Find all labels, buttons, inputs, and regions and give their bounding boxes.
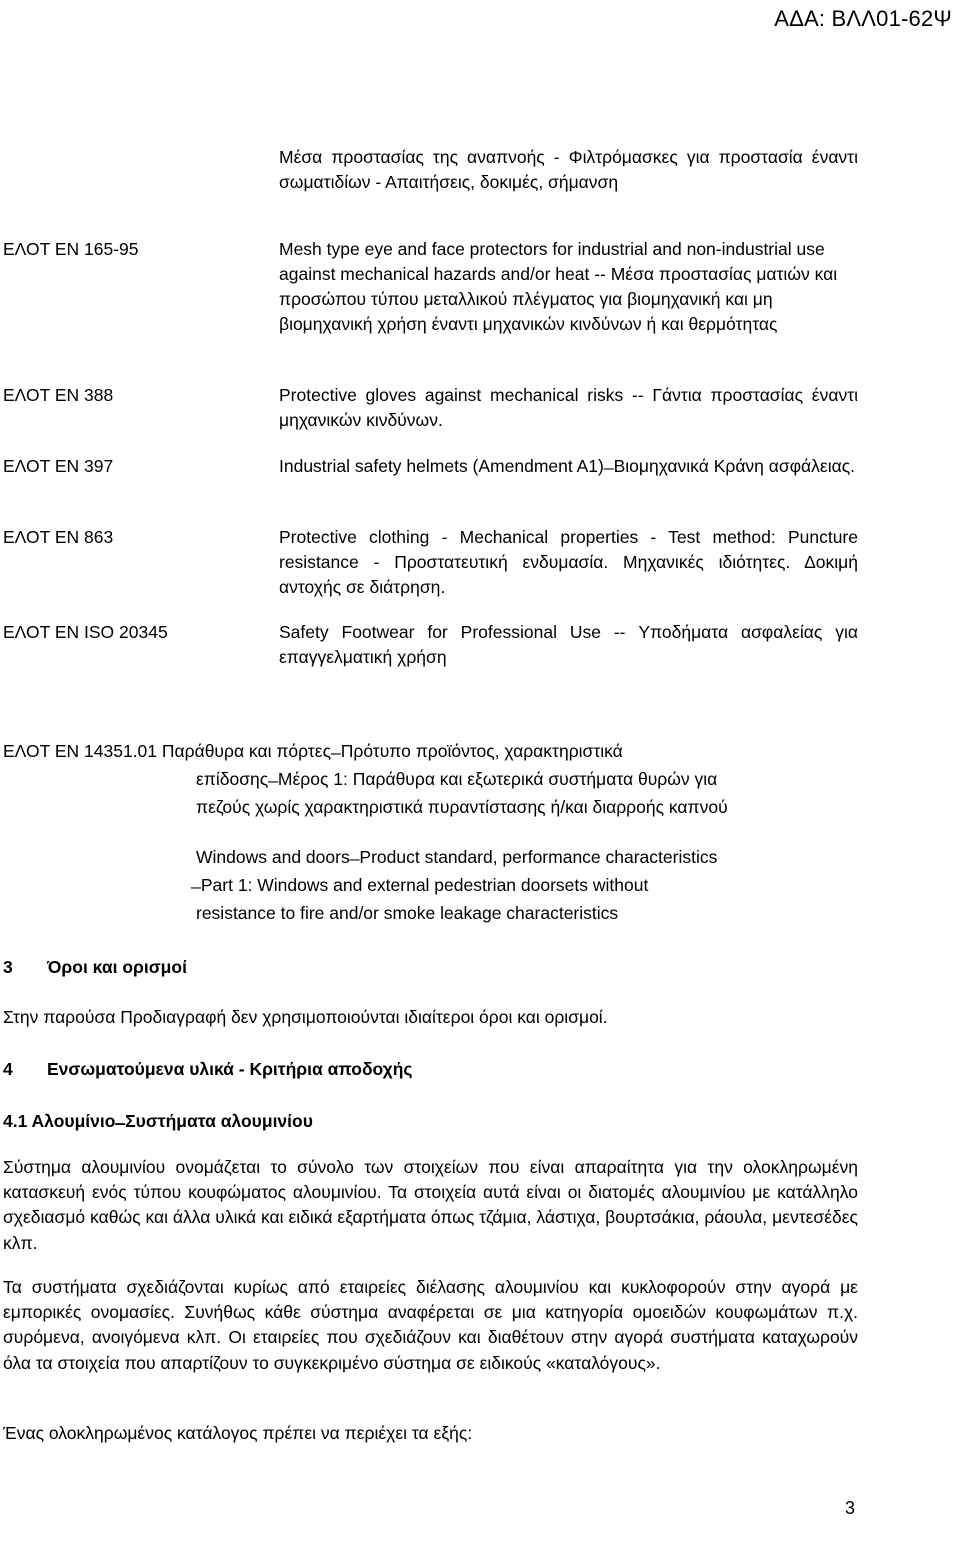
english-title-line: ̶ Part 1: Windows and external pedestrian doorsets without [196,875,649,895]
english-title-line: Windows and doors ̶ Product standard, performance characteristics [196,847,718,867]
standard-code: ΕΛΟΤ ΕΝ 388 [3,385,114,405]
document-code-header: ΑΔΑ: ΒΛΛ01-62Ψ [774,6,952,31]
section-title: Όροι και ορισμοί [47,957,187,977]
elot-14351-english-title [196,843,876,927]
paragraph: Σύστημα αλουμινίου ονομάζεται το σύνολο των στοιχείων που είναι απαραίτητα για την ολοκληρωμένη κατασκευή ενός τύπου κουφώματος αλουμινίου. Τα στοιχεία αυτά είναι οι διατομές αλουμινίου με κατάλληλο σχεδιασμό καθώς και άλλα υλικά και ειδικά εξαρτήματα όπως τζάμια, λάστιχα, βουρτσάκια, ράουλα, μεντεσέδες κλπ. [3,1157,858,1253]
page-number: 3 [845,1498,856,1518]
section-title: Ενσωματούμενα υλικά - Κριτήρια αποδοχής [47,1059,413,1079]
standard-description: Protective clothing - Mechanical properties - Test method: Puncture resistance - Προστατευτική ενδυμασία. Μηχανικές ιδιότητες. Δοκιμή αντοχής σε διάτρηση. [279,527,858,597]
elot-14351-title-line: επίδοσης ̶ Μέρος 1: Παράθυρα και εξωτερικά συστήματα θυρών για [196,769,718,789]
section-number: 4 [3,1059,13,1079]
standard-description: Μέσα προστασίας της αναπνοής - Φιλτρόμασκες για προστασία έναντι σωματιδίων - Απαιτήσεις, δοκιμές, σήμανση [279,147,858,192]
standard-code: ΕΛΟΤ ΕΝ 165-95 [3,239,139,259]
section-4-1-heading: 4.1 Αλουμίνιο ̶ Συστήματα αλουμινίου [3,1111,313,1131]
elot-14351-title-line: πεζούς χωρίς χαρακτηριστικά πυραντίστασης ή/και διαρροής καπνού [196,797,728,817]
section-3-heading [3,954,187,980]
english-title-line: resistance to fire and/or smoke leakage characteristics [196,903,619,923]
standard-code: ΕΛΟΤ ΕΝ 863 [3,527,114,547]
paragraph: Ένας ολοκληρωμένος κατάλογος πρέπει να περιέχει τα εξής: [3,1423,473,1443]
section-number: 3 [3,957,13,977]
standard-description: Safety Footwear for Professional Use -- Υποδήματα ασφαλείας για επαγγελματική χρήση [279,622,858,667]
standard-description: Mesh type eye and face protectors for industrial and non-industrial use against mechanical hazards and/or heat -- Μέσα προστασίας ματιών και προσώπου τύπου μεταλλικού πλέγματος για βιομηχανική και μη βιομηχανική χρήση έναντι μηχανικών κινδύνων ή και θερμότητας [279,239,838,334]
standard-description: Protective gloves against mechanical risks -- Γάντια προστασίας έναντι μηχανικών κινδύνων. [279,385,858,430]
standard-code: ΕΛΟΤ ΕΝ 397 [3,456,114,476]
elot-14351-title-line: ΕΛΟΤ ΕΝ 14351.01 Παράθυρα και πόρτες ̶ Πρότυπο προϊόντος, χαρακτηριστικά [3,741,623,761]
standard-code: ΕΛΟΤ ΕΝ ISO 20345 [3,622,168,642]
section-3-text: Στην παρούσα Προδιαγραφή δεν χρησιμοποιούνται ιδιαίτεροι όροι και ορισμοί. [3,1007,608,1027]
standard-description: Industrial safety helmets (Amendment A1) ̶ Βιομηχανικά Κράνη ασφάλειας. [279,456,856,476]
section-4-heading [3,1056,412,1082]
paragraph: Τα συστήματα σχεδιάζονται κυρίως από εταιρείες διέλασης αλουμινίου και κυκλοφορούν στην αγορά με εμπορικές ονομασίες. Συνήθως κάθε σύστημα αναφέρεται σε μια κατηγορία ομοειδών κουφωμάτων π.χ. συρόμενα, ανοιγόμενα κλπ. Οι εταιρείες που σχεδιάζουν και διαθέτουν στην αγορά συστήματα καταχωρούν όλα τα στοιχεία που απαρτίζουν το συγκεκριμένο σύστημα σε ειδικούς «καταλόγους». [3,1277,858,1373]
